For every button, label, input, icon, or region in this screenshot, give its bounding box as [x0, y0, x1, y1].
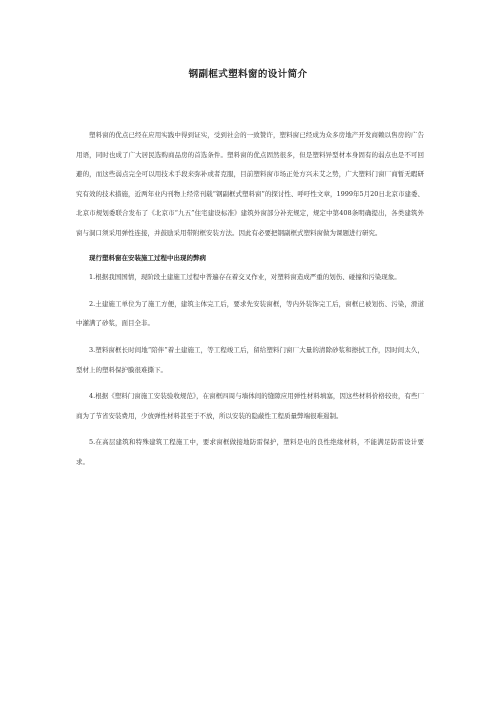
list-item: 4.根据《塑料门窗施工安装验收规范》，在窗框四周与墙体间的缝隙应用弹性材料填塞，因这些材料价格较贵，有些厂商为了节省安装费用，少放弹性材料甚至于不放，所以安装的隐蔽性工程质量弊端很难遏制。	[76, 392, 424, 420]
list-item: 2.土建施工单位为了施工方便，建筑主体完工后，要求先安装窗框，等内外装饰完工后，窗框已被划伤、污染，滑道中灌满了砂浆，面目全非。	[76, 299, 424, 328]
section-heading: 现行塑料窗在安装施工过程中出现的弊病	[89, 253, 206, 262]
list-item: 5.在高层建筑和特殊建筑工程施工中，要求窗框做接地防雷保护，塑料是电的良性绝缘材料，不能满足防雷设计要求。	[76, 438, 424, 466]
document-body	[76, 126, 424, 473]
list-item: 3.塑料窗框长时间地“陪伴”着土建施工，等工程竣工后，留给塑料门窗厂大量的清除砂浆和擦拭工作，因时间太久，型材上的塑料保护膜很难撕下。	[76, 345, 424, 374]
intro-paragraph: 塑料窗的优点已经在应用实践中得到证实，受到社会的一致赞许，塑料窗已经成为众多房地产开发商赖以售房的广告用语，同时也成了广大居民选购商品房的首选条件。塑料窗的优点固然很多，但是塑料异型材本身固有的弱点也是不可回避的，而这些弱点完全可以用技术手段来弥补或者克服，目前塑料窗市场正处方兴未艾之势，广大塑料门窗厂商暂无暇研究有效的技术措施，近两年业内刊物上经常刊载“钢副框式塑料窗”的探讨性、呼吁性文章，1999年5月20日北京市建委、北京市规划委联合发布了《北京市“九五”住宅建设标准》建筑外窗部分补充规定，规定中第408条明确提出，各类建筑外窗与洞口须采用弹性连接，并鼓励采用带附框安装方法。因此有必要把钢副框式塑料窗做为课题进行研究。	[76, 131, 424, 237]
document-title: 钢副框式塑料窗的设计简介	[188, 69, 308, 80]
list-item: 1.根据我国国情，现阶段土建施工过程中普遍存在着交叉作业，对塑料窗造成严重的划伤、碰撞和污染现象。	[89, 273, 401, 282]
